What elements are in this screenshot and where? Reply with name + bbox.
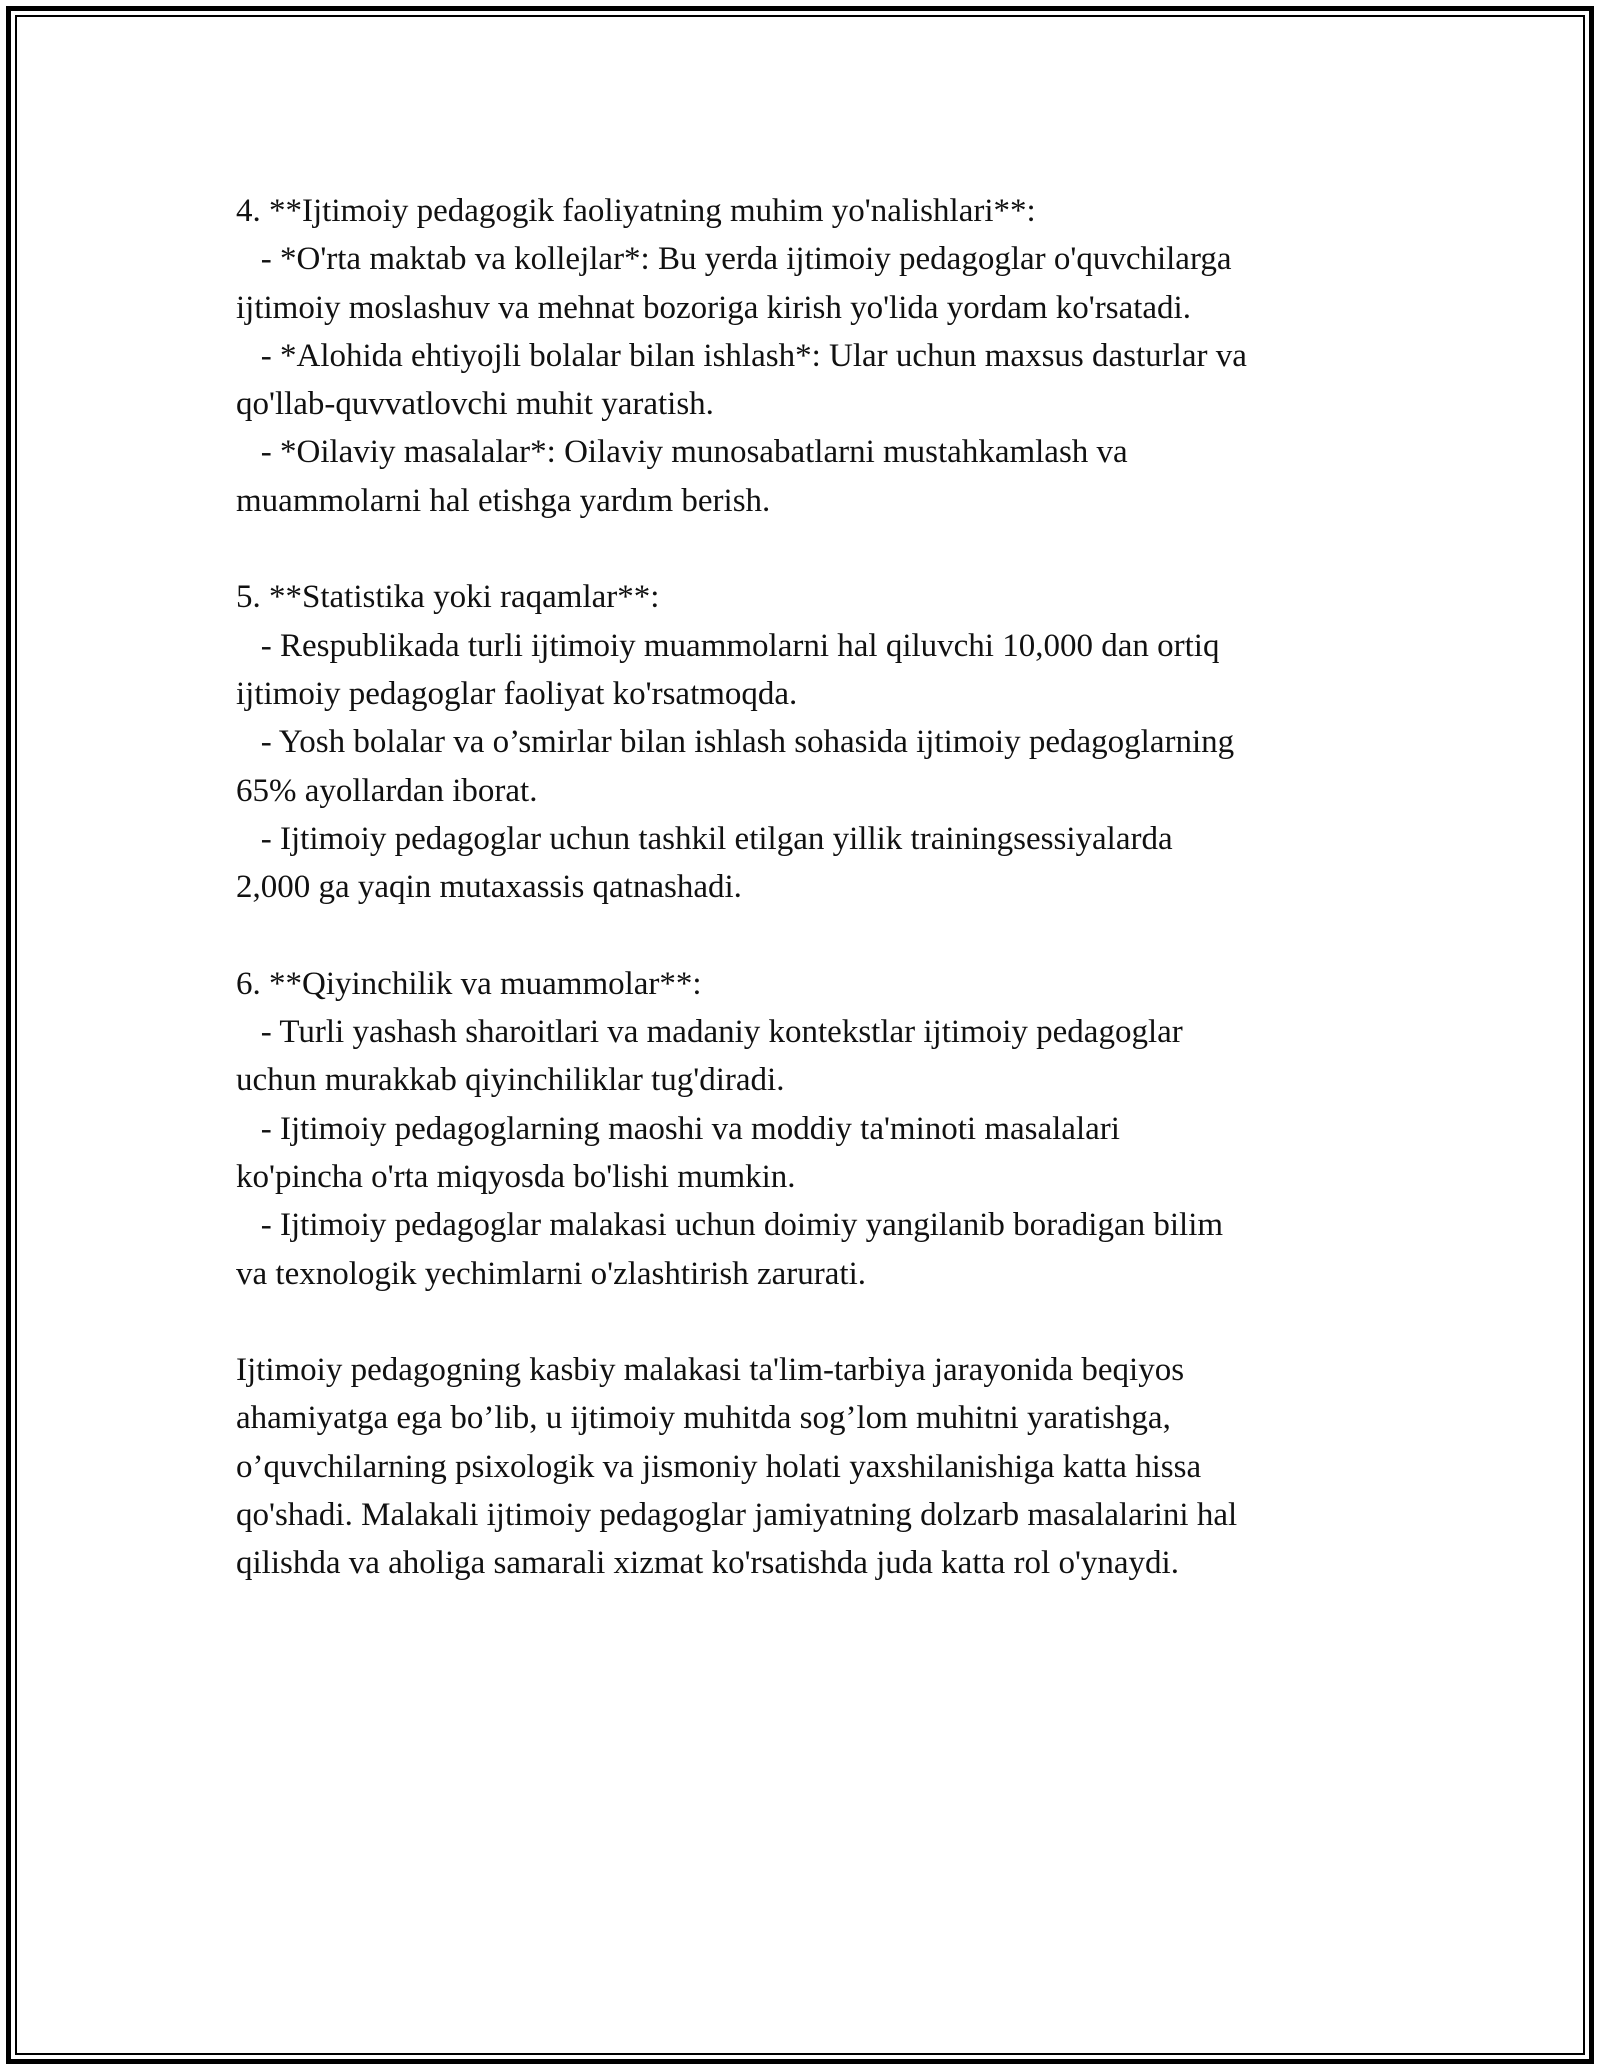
conclusion-line: o’quvchilarning psixologik va jismoniy holati yaxshilanishiga katta hissa [236,1448,1202,1485]
conclusion-line: qilishda va aholiga samarali xizmat ko'rsatishda juda katta rol o'ynaydi. [236,1545,1179,1582]
conclusion-line: qo'shadi. Malakali ijtimoiy pedagoglar jamiyatning dolzarb masalalarini hal [236,1497,1238,1534]
section-line: uchun murakkab qiyinchiliklar tug'diradi. [236,1062,785,1099]
section-heading: 5. **Statistika yoki raqamlar**: [236,579,660,616]
document-body [236,187,1376,1588]
section-line: - *Alohida ehtiyojli bolalar bilan ishlash*: Ular uchun maxsus dasturlar va [236,337,1247,374]
section-line: 65% ayollardan iborat. [236,772,538,809]
section-heading: 4. **Ijtimoiy pedagogik faoliyatning muhim yo'nalishlari**: [236,193,1036,229]
section-5 [236,573,1376,911]
section-line: - Ijtimoiy pedagoglar uchun tashkil etilgan yillik trainingsessiyalarda [236,820,1173,857]
section-line: 2,000 ga yaqin mutaxassis qatnashadi. [236,869,742,906]
conclusion-line: ahamiyatga ega bo’lib, u ijtimoiy muhitda sog’lom muhitni yaratishga, [236,1400,1171,1437]
conclusion-paragraph [236,1346,1376,1587]
section-line: - *O'rta maktab va kollejlar*: Bu yerda ijtimoiy pedagoglar o'quvchilarga [236,241,1232,278]
section-line: muammolarni hal etishga yardım berish. [236,482,771,519]
section-line: ijtimoiy pedagoglar faoliyat ko'rsatmoqda. [236,675,798,712]
section-line: qo'llab-quvvatlovchi muhit yaratish. [236,386,714,423]
section-heading: 6. **Qiyinchilik va muammolar**: [236,965,702,1002]
section-line: - *Oilaviy masalalar*: Oilaviy munosabatlarni mustahkamlash va [236,434,1128,471]
section-line: - Turli yashash sharoitlari va madaniy kontekstlar ijtimoiy pedagoglar [236,1014,1183,1051]
conclusion-line: Ijtimoiy pedagogning kasbiy malakasi ta'lim-tarbiya jarayonida beqiyos [236,1352,1185,1389]
section-line: - Respublikada turli ijtimoiy muammolarni hal qiluvchi 10,000 dan ortiq [236,627,1220,664]
section-4 [236,187,1376,525]
section-6 [236,960,1376,1298]
section-line: ko'pincha o'rta miqyosda bo'lishi mumkin. [236,1158,796,1195]
section-line: va texnologik yechimlarni o'zlashtirish zarurati. [236,1255,866,1292]
section-line: - Ijtimoiy pedagoglar malakasi uchun doimiy yangilanib boradigan bilim [236,1207,1224,1244]
section-line: ijtimoiy moslashuv va mehnat bozoriga kirish yo'lida yordam ko'rsatadi. [236,289,1191,326]
section-line: - Yosh bolalar va o’smirlar bilan ishlash sohasida ijtimoiy pedagoglarning [236,724,1235,761]
section-line: - Ijtimoiy pedagoglarning maoshi va moddiy ta'minoti masalalari [236,1110,1120,1147]
